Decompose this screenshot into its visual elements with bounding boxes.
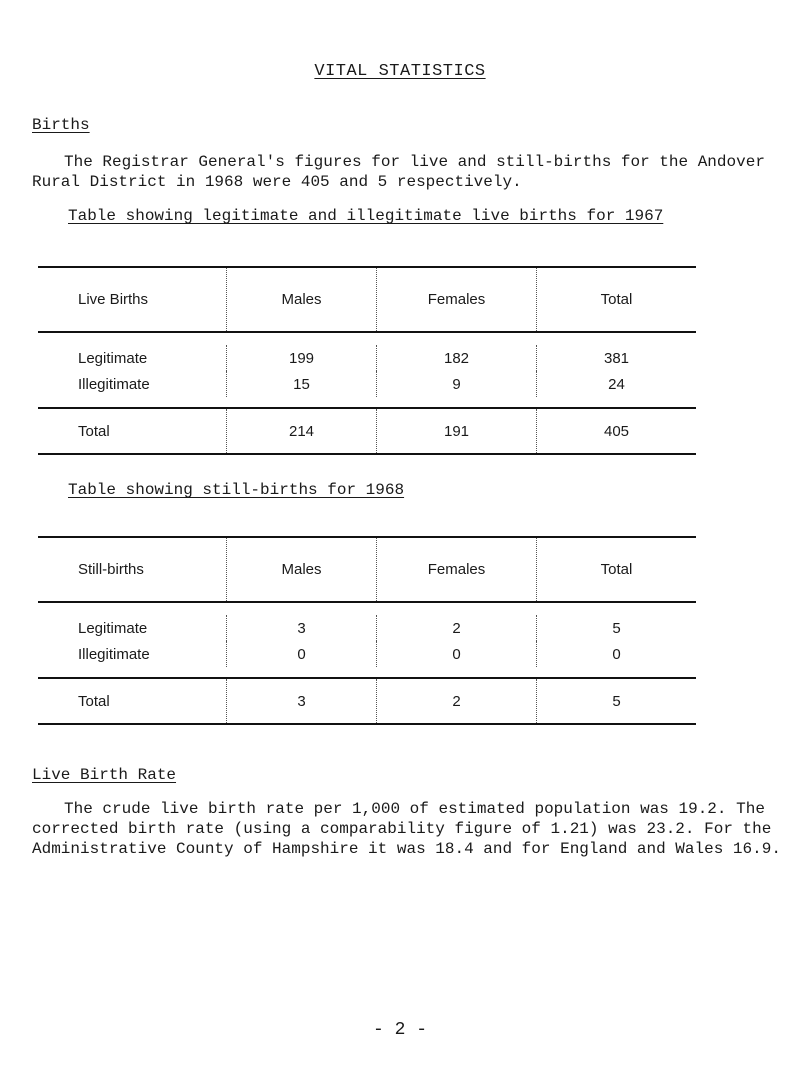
table-row xyxy=(38,371,696,397)
row-label: Illegitimate xyxy=(78,375,150,393)
row-label: Illegitimate xyxy=(78,645,150,663)
column-header: Still-births xyxy=(78,561,144,578)
table-cell: 3 xyxy=(226,615,376,641)
table-header-row xyxy=(38,268,696,333)
live-births-table xyxy=(38,266,696,455)
table-cell: 15 xyxy=(226,371,376,397)
live-birth-rate-heading: Live Birth Rate xyxy=(32,766,177,784)
column-header: Males xyxy=(226,538,376,601)
table-cell: 24 xyxy=(536,371,696,397)
table-body xyxy=(38,333,696,409)
table-cell: 2 xyxy=(376,615,536,641)
table-cell: 405 xyxy=(536,409,696,453)
column-header: Females xyxy=(376,538,536,601)
table-cell: 3 xyxy=(226,679,376,723)
table-cell: 199 xyxy=(226,345,376,371)
column-header: Total xyxy=(536,268,696,331)
births-paragraph xyxy=(32,152,792,192)
table-row xyxy=(38,641,696,667)
table-cell: 0 xyxy=(376,641,536,667)
live-births-table-caption: Table showing legitimate and illegitimate live births for 1967 xyxy=(68,207,664,225)
table-body xyxy=(38,603,696,679)
births-heading: Births xyxy=(32,116,90,134)
still-births-table xyxy=(38,536,696,725)
row-label: Legitimate xyxy=(78,619,148,637)
column-header: Live Births xyxy=(78,291,149,308)
column-header: Total xyxy=(536,538,696,601)
table-cell: 214 xyxy=(226,409,376,453)
live-birth-rate-text: The crude live birth rate per 1,000 of estimated population was 19.2. The corrected birth rate (using a comparability figure of 1.21) was 23.2. For the Administrative County of Hampshire it was 18.4 and for England and Wales 16.9. xyxy=(32,800,781,858)
table-cell: 182 xyxy=(376,345,536,371)
table-row xyxy=(38,615,696,641)
page-number: - 2 - xyxy=(372,1020,427,1040)
table-header-row xyxy=(38,538,696,603)
table-cell: 191 xyxy=(376,409,536,453)
table-cell: 5 xyxy=(536,679,696,723)
births-text: The Registrar General's figures for live and still-births for the Andover Rural District in 1968 were 405 and 5 respectively. xyxy=(32,153,765,191)
row-label: Legitimate xyxy=(78,349,148,367)
live-birth-rate-paragraph xyxy=(32,799,792,859)
table-row xyxy=(38,345,696,371)
row-label: Total xyxy=(78,692,110,710)
table-cell: 2 xyxy=(376,679,536,723)
table-cell: 0 xyxy=(226,641,376,667)
table-cell: 5 xyxy=(536,615,696,641)
column-header: Females xyxy=(376,268,536,331)
still-births-table-caption: Table showing still-births for 1968 xyxy=(68,481,405,499)
table-cell: 381 xyxy=(536,345,696,371)
column-header: Males xyxy=(226,268,376,331)
table-cell: 9 xyxy=(376,371,536,397)
table-total-row xyxy=(38,409,696,453)
page-title: VITAL STATISTICS xyxy=(314,62,486,81)
table-cell: 0 xyxy=(536,641,696,667)
table-total-row xyxy=(38,679,696,723)
row-label: Total xyxy=(78,422,110,440)
